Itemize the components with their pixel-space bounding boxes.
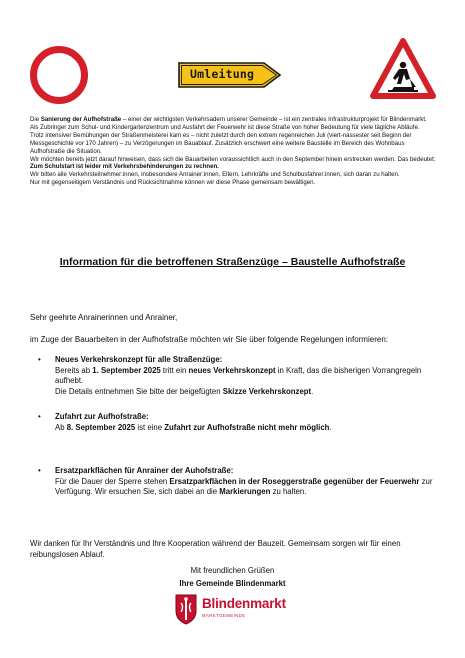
intro-paragraph-1: Die Sanierung der Aufhofstraße – einer der wichtigsten Verkehrsadern unserer Gemeinde – ist ein zentrales Infrastrukturprojekt für Blindenmarkt. Als Zubringer zum Schul- und Kindergartenzentrum und Ausfahrt der Feuerwehr ist diese Straße von hoher Bedeutung für viele tägliche Abläufe. bbox=[30, 116, 427, 131]
intro-paragraph-3: Wir möchten bereits jetzt darauf hinweisen, dass sich die Bauarbeiten voraussichtlich auch in den September hinein erstrecken werden. Das bedeutet: Zum Schulstart ist leider mit Verkehrsbehinderungen zu rechnen. bbox=[30, 155, 436, 171]
page-title: Information für die betroffenen Straßenzüge – Baustelle Aufhofstraße bbox=[59, 256, 406, 268]
closing-text: Wir danken für Ihr Verständnis und Ihre Kooperation während der Bauzeit. Gemeinsam sorgen wir für einen reibungslosen Ablauf. bbox=[30, 539, 401, 559]
bullet-icon: • bbox=[38, 412, 41, 421]
municipality-logo bbox=[174, 593, 304, 629]
list-item-text: Bereits ab 1. September 2025 tritt ein neues Verkehrskonzept in Kraft, das die bisherigen Vorrangregeln aufhebt. bbox=[55, 365, 422, 385]
intro-paragraph-2: Trotz intensiver Bemühungen der Straßenmeisterei kam es – nicht zuletzt durch den extrem regenreichen Juli (viert-nassester seit Beginn der Messgeschichte vor 170 Jahren) – zu Verzögerungen im Bauablauf. Zusätzlich erschwert eine weitere Baustelle im Bereich des Wohnbaus Aufhofstraße die Situation. bbox=[30, 131, 412, 155]
list-item-text: Für die Dauer der Sperre stehen Ersatzparkflächen in der Roseggerstraße gegenüber der Feuerwehr zur Verfügung. Wir ersuchen Sie, sich dabei an die Markierungen zu halten. bbox=[55, 476, 433, 496]
detour-sign-label: Umleitung bbox=[190, 67, 255, 81]
list-item-title: Ersatzparkflächen für Anrainer der Auhofstraße: bbox=[55, 466, 234, 475]
list-item-text: Ab 8. September 2025 ist eine Zufahrt zur Aufhofstraße nicht mehr möglich. bbox=[55, 422, 332, 432]
intro-text bbox=[30, 116, 436, 187]
bullet-icon: • bbox=[38, 355, 41, 364]
logo-subtitle: MARKTGEMEINDE bbox=[202, 613, 246, 618]
list-item bbox=[38, 412, 438, 433]
bullet-icon: • bbox=[38, 466, 41, 475]
greeting: Mit freundlichen Grüßen bbox=[190, 566, 275, 575]
roadworks-sign-icon bbox=[370, 38, 436, 100]
list-item bbox=[38, 466, 438, 498]
list-item-title: Neues Verkehrskonzept für alle Straßenzüge: bbox=[55, 355, 223, 364]
lead-text: im Zuge der Bauarbeiten in der Aufhofstraße möchten wir Sie über folgende Regelungen informieren: bbox=[30, 335, 388, 344]
intro-paragraph-5: Nur mit gegenseitigem Verständnis und Rücksichtnahme können wir diese Phase gemeinsam bewältigen. bbox=[30, 179, 316, 187]
signoff: Ihre Gemeinde Blindenmarkt bbox=[179, 579, 286, 588]
list-item-title: Zufahrt zur Aufhofstraße: bbox=[55, 412, 149, 421]
intro-paragraph-4: Wir bitten alle Verkehrsteilnehmer:innen, insbesondere Anrainer:innen, Eltern, Lehrkräfte und Schulbusfahrer:innen, sich daran zu halten. bbox=[30, 171, 400, 179]
detour-sign-icon bbox=[178, 62, 282, 88]
traffic-signs bbox=[0, 38, 465, 110]
logo-wordmark: Blindenmarkt bbox=[202, 596, 286, 611]
salutation: Sehr geehrte Anrainerinnen und Anrainer, bbox=[30, 313, 178, 322]
list-item bbox=[38, 355, 438, 397]
no-entry-sign-icon bbox=[30, 46, 88, 104]
municipal-crest-icon bbox=[174, 593, 198, 625]
list-item-text: Die Details entnehmen Sie bitte der beigefügten Skizze Verkehrskonzept. bbox=[55, 386, 314, 396]
